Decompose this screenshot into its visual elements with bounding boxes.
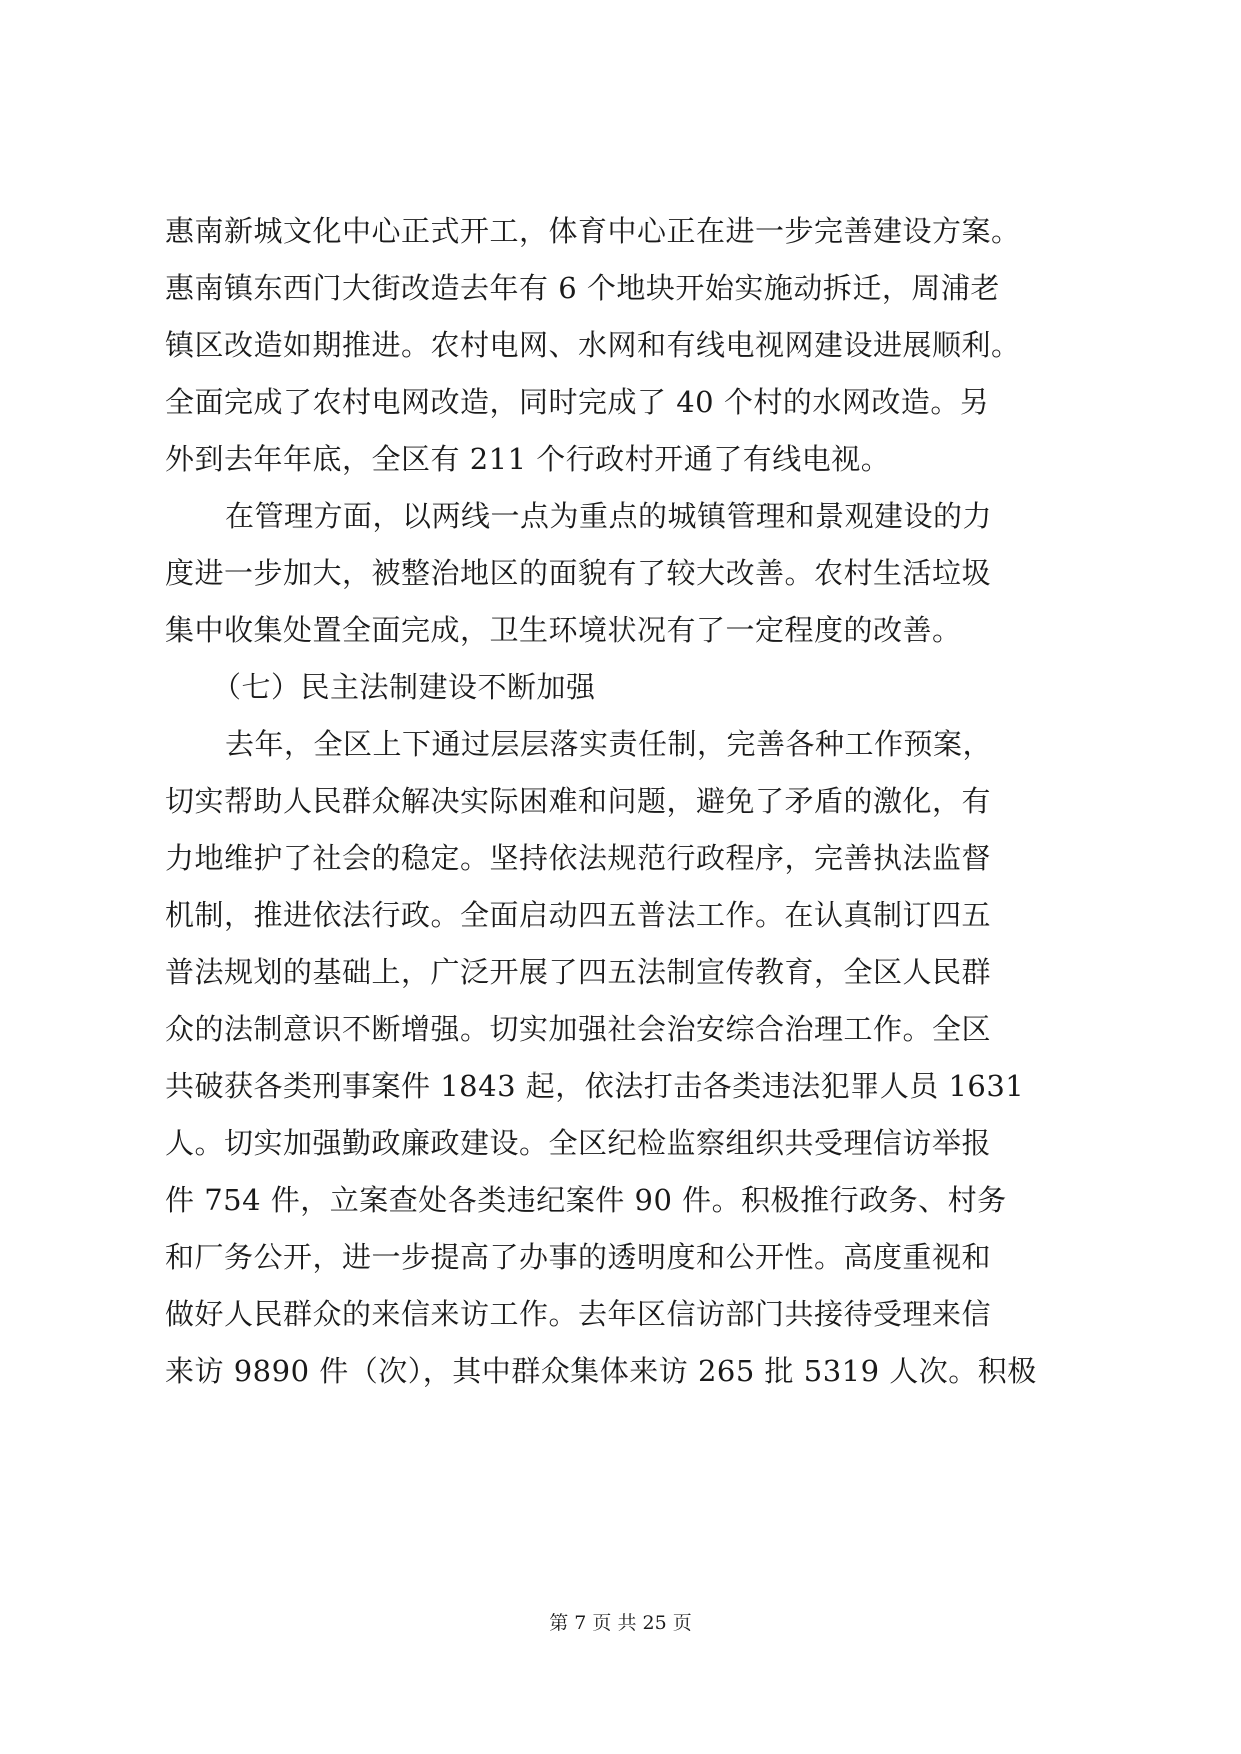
- body-text-line: 切实帮助人民群众解决实际困难和问题，避免了矛盾的激化，有: [165, 784, 992, 818]
- body-text-line: 众的法制意识不断增强。切实加强社会治安综合治理工作。全区: [165, 1012, 992, 1046]
- body-text-line: 人。切实加强勤政廉政建设。全区纪检监察组织共受理信访举报: [165, 1126, 992, 1160]
- body-text-line: 力地维护了社会的稳定。坚持依法规范行政程序，完善执法监督: [165, 841, 992, 875]
- body-text-line: 度进一步加大，被整治地区的面貌有了较大改善。农村生活垃圾: [165, 556, 992, 590]
- body-text-line: 全面完成了农村电网改造，同时完成了 40 个村的水网改造。另: [165, 385, 990, 419]
- body-text-line: 共破获各类刑事案件 1843 起，依法打击各类违法犯罪人员 1631: [165, 1069, 1025, 1103]
- body-text-line: 普法规划的基础上，广泛开展了四五法制宣传教育，全区人民群: [165, 955, 992, 989]
- body-text-line: 机制，推进依法行政。全面启动四五普法工作。在认真制订四五: [165, 898, 992, 932]
- paragraph-first-line: 去年，全区上下通过层层落实责任制，完善各种工作预案，: [225, 727, 993, 761]
- page-footer: 第 7 页 共 25 页: [549, 1612, 692, 1634]
- body-text-line: 集中收集处置全面完成，卫生环境状况有了一定程度的改善。: [165, 613, 962, 647]
- body-text-line: 和厂务公开，进一步提高了办事的透明度和公开性。高度重视和: [165, 1240, 992, 1274]
- body-text-line: 惠南新城文化中心正式开工，体育中心正在进一步完善建设方案。: [165, 214, 1021, 248]
- body-text-line: 外到去年年底，全区有 211 个行政村开通了有线电视。: [165, 442, 891, 476]
- body-text-line: 做好人民群众的来信来访工作。去年区信访部门共接待受理来信: [165, 1297, 992, 1331]
- section-heading: （七）民主法制建设不断加强: [212, 670, 596, 704]
- paragraph-first-line: 在管理方面，以两线一点为重点的城镇管理和景观建设的力: [225, 499, 993, 533]
- body-text-line: 镇区改造如期推进。农村电网、水网和有线电视网建设进展顺利。: [165, 328, 1021, 362]
- body-text-line: 来访 9890 件（次），其中群众集体来访 265 批 5319 人次。积极: [165, 1354, 1037, 1388]
- body-text-line: 件 754 件，立案查处各类违纪案件 90 件。积极推行政务、村务: [165, 1183, 1007, 1217]
- body-text-line: 惠南镇东西门大街改造去年有 6 个地块开始实施动拆迁，周浦老: [165, 271, 1000, 305]
